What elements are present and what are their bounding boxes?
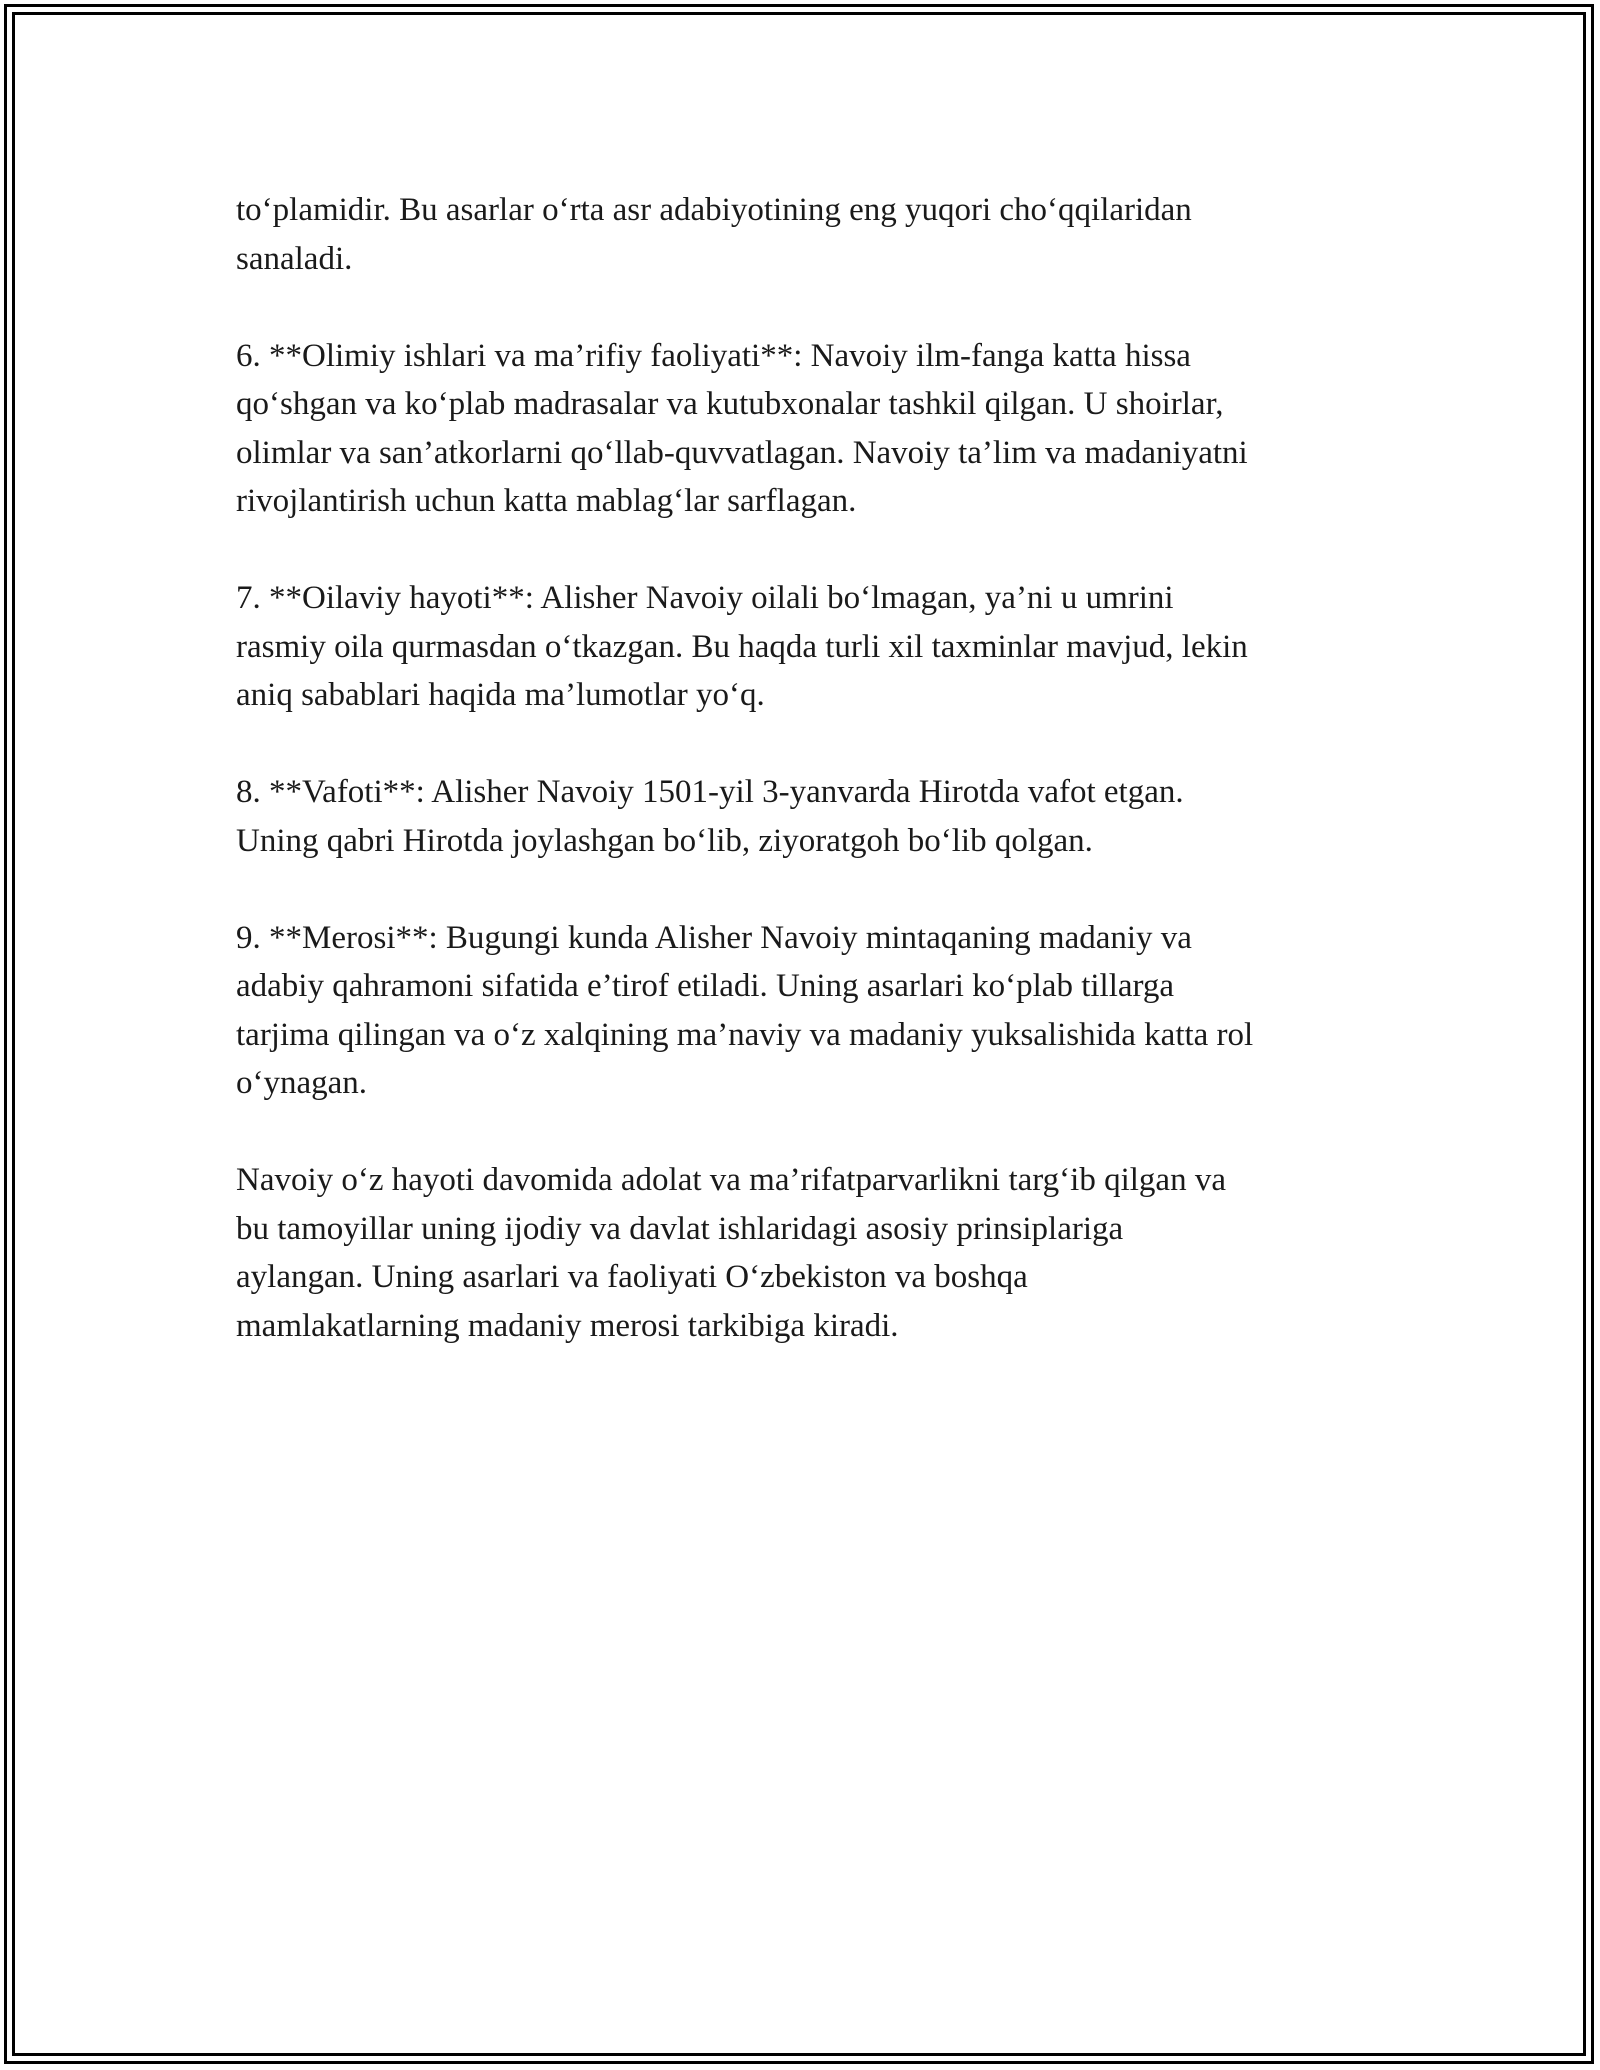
paragraph-item-6: 6. **Olimiy ishlari va ma’rifiy faoliyati**: Navoiy ilm-fanga katta hissa qo‘shgan va ko‘plab madrasalar va kutubxonalar tashkil qilgan. U shoirlar, olimlar va san’atkorlarni qo‘llab-quvvatlagan. Navoiy ta’lim va madaniyatni rivojlantirish uchun katta mablag‘lar sarflagan. [236,337,1248,519]
paragraph-item-8: 8. **Vafoti**: Alisher Navoiy 1501-yil 3-yanvarda Hirotda vafot etgan. Uning qabri Hirotda joylashgan bo‘lib, ziyoratgoh bo‘lib qolgan. [236,774,1184,859]
document-body [236,186,1386,1399]
paragraph-item-7: 7. **Oilaviy hayoti**: Alisher Navoiy oilali bo‘lmagan, ya’ni u umrini rasmiy oila qurmasdan o‘tkazgan. Bu haqda turli xil taxminlar mavjud, lekin aniq sabablari haqida ma’lumotlar yo‘q. [236,580,1248,713]
paragraph-continuation: to‘plamidir. Bu asarlar o‘rta asr adabiyotining eng yuqori cho‘qqilaridan sanaladi. [236,192,1192,277]
paragraph-item-9: 9. **Merosi**: Bugungi kunda Alisher Navoiy mintaqaning madaniy va adabiy qahramoni sifatida e’tirof etiladi. Uning asarlari ko‘plab tillarga tarjima qilingan va o‘z xalqining ma’naviy va madaniy yuksalishida katta rol o‘ynagan. [236,919,1254,1101]
paragraph-conclusion: Navoiy o‘z hayoti davomida adolat va ma’rifatparvarlikni targ‘ib qilgan va bu tamoyillar uning ijodiy va davlat ishlaridagi asosiy prinsiplariga aylangan. Uning asarlari va faoliyati O‘zbekiston va boshqa mamlakatlarning madaniy merosi tarkibiga kiradi. [236,1162,1226,1344]
